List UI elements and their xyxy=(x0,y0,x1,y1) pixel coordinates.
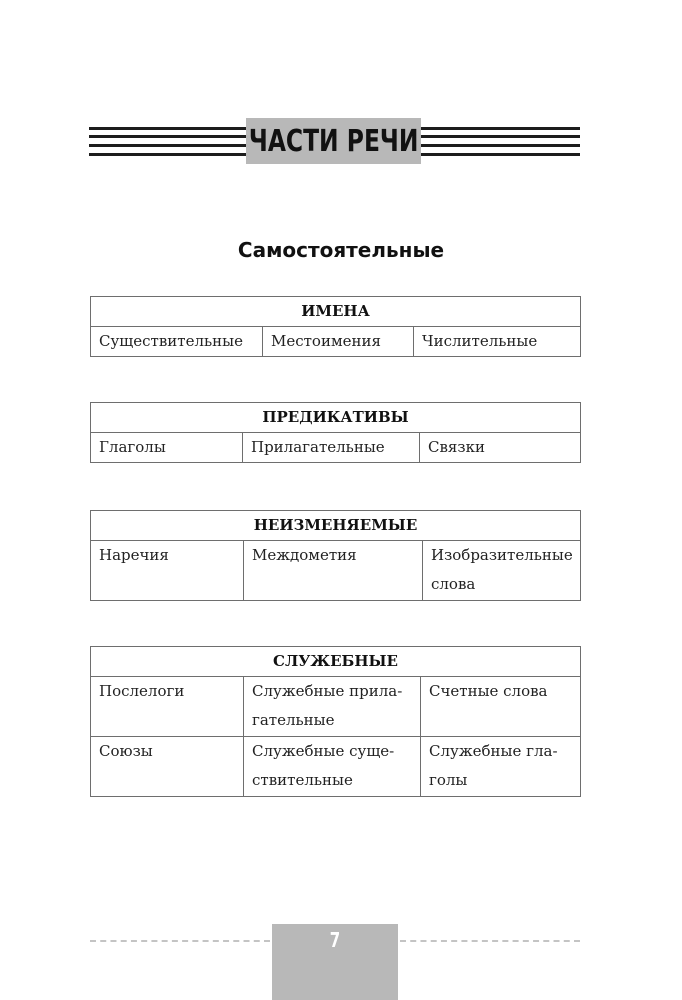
table-row xyxy=(91,677,581,737)
table-cell: Счетные слова xyxy=(421,677,581,737)
table-cell: Междометия xyxy=(244,541,423,601)
table-cell: Наречия xyxy=(91,541,244,601)
table-cell: Послелоги xyxy=(91,677,244,737)
table-cell: Союзы xyxy=(91,737,244,797)
table-row xyxy=(91,737,581,797)
table-row xyxy=(91,327,581,357)
table-cell: Местоимения xyxy=(263,327,414,357)
table-imena xyxy=(90,296,581,357)
chapter-title: ЧАСТИ РЕЧИ xyxy=(248,123,419,159)
table-cell: Глаголы xyxy=(91,433,243,463)
table-cell: Изобразительные слова xyxy=(423,541,581,601)
table-cell: Служебные гла-голы xyxy=(421,737,581,797)
table-header: ИМЕНА xyxy=(91,297,581,327)
table-cell: Существительные xyxy=(91,327,263,357)
header-stripes-right xyxy=(421,127,580,155)
table-header: ПРЕДИКАТИВЫ xyxy=(91,403,581,433)
table-sluzhebnye xyxy=(90,646,581,797)
table-row xyxy=(91,541,581,601)
page-number: 7 xyxy=(329,928,341,952)
page-number-box xyxy=(272,924,398,1000)
chapter-title-box xyxy=(246,118,421,164)
table-cell: Связки xyxy=(420,433,581,463)
footer-dashed-line-left xyxy=(90,940,270,942)
header-stripes-left xyxy=(89,127,246,155)
section-subtitle: Самостоятельные xyxy=(237,238,445,262)
table-header: НЕИЗМЕНЯЕМЫЕ xyxy=(91,511,581,541)
table-predikativy xyxy=(90,402,581,463)
footer-dashed-line-right xyxy=(400,940,580,942)
table-cell: Служебные прила-гательные xyxy=(244,677,421,737)
table-header: СЛУЖЕБНЫЕ xyxy=(91,647,581,677)
table-cell: Прилагательные xyxy=(243,433,420,463)
table-row xyxy=(91,433,581,463)
table-cell: Числительные xyxy=(414,327,581,357)
table-cell: Служебные суще-ствительные xyxy=(244,737,421,797)
table-neizmenyaemye xyxy=(90,510,581,601)
